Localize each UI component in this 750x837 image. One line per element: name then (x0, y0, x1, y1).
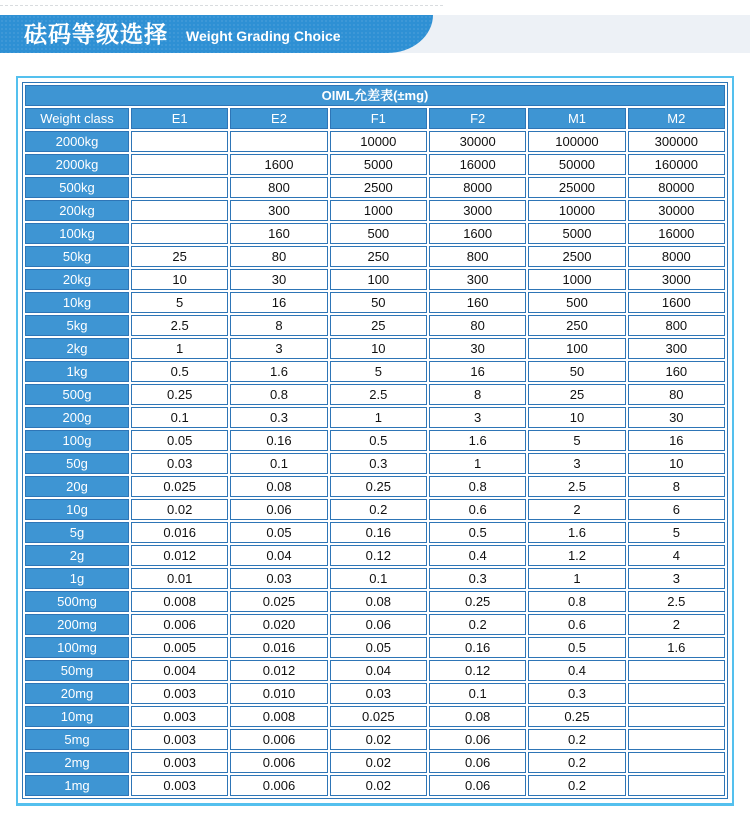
tolerance-cell: 0.06 (429, 775, 526, 796)
tolerance-cell: 250 (528, 315, 625, 336)
tolerance-cell (131, 154, 228, 175)
tolerance-cell: 80 (230, 246, 327, 267)
tolerance-cell: 10 (628, 453, 725, 474)
tolerance-cell: 160 (429, 292, 526, 313)
tolerance-cell: 300 (230, 200, 327, 221)
tolerance-cell: 2500 (528, 246, 625, 267)
tolerance-cell: 0.003 (131, 729, 228, 750)
tolerance-cell: 5 (131, 292, 228, 313)
tolerance-cell: 0.02 (330, 729, 427, 750)
tolerance-cell: 8 (230, 315, 327, 336)
tolerance-cell: 0.003 (131, 683, 228, 704)
table-row (25, 269, 725, 290)
tolerance-cell: 0.16 (429, 637, 526, 658)
table-row (25, 568, 725, 589)
tolerance-cell: 0.3 (230, 407, 327, 428)
weight-class-cell: 2000kg (25, 131, 129, 152)
tolerance-cell: 0.05 (230, 522, 327, 543)
weight-class-cell: 200g (25, 407, 129, 428)
tolerance-cell (230, 131, 327, 152)
tolerance-cell (131, 200, 228, 221)
tolerance-cell: 0.003 (131, 775, 228, 796)
tolerance-cell: 3 (528, 453, 625, 474)
tolerance-cell: 1600 (230, 154, 327, 175)
tolerance-cell (628, 706, 725, 727)
tolerance-cell: 0.25 (131, 384, 228, 405)
tolerance-cell: 0.25 (528, 706, 625, 727)
weight-class-cell: 200kg (25, 200, 129, 221)
table-row (25, 752, 725, 773)
table-row (25, 545, 725, 566)
weight-class-cell: 5mg (25, 729, 129, 750)
tolerance-cell (131, 223, 228, 244)
tolerance-cell: 1.6 (528, 522, 625, 543)
tolerance-cell: 1000 (528, 269, 625, 290)
table-row (25, 430, 725, 451)
tolerance-cell: 0.08 (330, 591, 427, 612)
table-title-row (25, 85, 725, 106)
tolerance-cell: 0.012 (131, 545, 228, 566)
tolerance-cell: 3 (628, 568, 725, 589)
weight-class-cell: 100g (25, 430, 129, 451)
table-title: OIML允差表(±mg) (25, 85, 725, 106)
tolerance-cell: 4 (628, 545, 725, 566)
tolerance-cell: 0.6 (528, 614, 625, 635)
tolerance-cell: 3000 (628, 269, 725, 290)
tolerance-cell: 30 (230, 269, 327, 290)
table-row (25, 522, 725, 543)
page-title-en: Weight Grading Choice (186, 28, 341, 44)
tolerance-cell: 0.8 (429, 476, 526, 497)
tolerance-cell: 80000 (628, 177, 725, 198)
tolerance-cell: 16000 (429, 154, 526, 175)
tolerance-cell: 0.003 (131, 752, 228, 773)
weight-class-cell: 2000kg (25, 154, 129, 175)
tolerance-cell: 0.25 (429, 591, 526, 612)
tolerance-cell: 16000 (628, 223, 725, 244)
tolerance-cell: 0.003 (131, 706, 228, 727)
tolerance-cell (628, 752, 725, 773)
page-title-zh: 砝码等级选择 (24, 21, 168, 47)
tolerance-cell: 0.25 (330, 476, 427, 497)
tolerance-cell: 300 (628, 338, 725, 359)
section-banner (0, 15, 433, 53)
tolerance-cell: 0.03 (131, 453, 228, 474)
tolerance-cell (131, 177, 228, 198)
table-row (25, 499, 725, 520)
column-header-f2: F2 (429, 108, 526, 129)
tolerance-cell: 0.6 (429, 499, 526, 520)
tolerance-cell: 3 (230, 338, 327, 359)
tolerance-cell: 0.8 (528, 591, 625, 612)
tolerance-cell: 5000 (330, 154, 427, 175)
table-row (25, 315, 725, 336)
tolerance-cell: 2.5 (131, 315, 228, 336)
tolerance-cell: 0.005 (131, 637, 228, 658)
tolerance-cell: 0.1 (330, 568, 427, 589)
table-row (25, 223, 725, 244)
weight-class-cell: 50kg (25, 246, 129, 267)
tolerance-cell (628, 660, 725, 681)
tolerance-cell: 5 (528, 430, 625, 451)
weight-class-cell: 500kg (25, 177, 129, 198)
tolerance-cell: 160 (230, 223, 327, 244)
tolerance-cell: 1600 (628, 292, 725, 313)
tolerance-cell: 2 (528, 499, 625, 520)
tolerance-cell: 0.06 (429, 752, 526, 773)
tolerance-cell: 1.6 (429, 430, 526, 451)
tolerance-cell: 160 (628, 361, 725, 382)
tolerance-cell: 0.04 (230, 545, 327, 566)
weight-class-cell: 1g (25, 568, 129, 589)
tolerance-cell: 30 (628, 407, 725, 428)
tolerance-cell: 1.6 (230, 361, 327, 382)
tolerance-cell: 50000 (528, 154, 625, 175)
table-row (25, 384, 725, 405)
tolerance-cell: 2 (628, 614, 725, 635)
tolerance-cell: 0.12 (429, 660, 526, 681)
tolerance-cell: 0.3 (429, 568, 526, 589)
tolerance-cell: 0.5 (528, 637, 625, 658)
tolerance-cell: 3000 (429, 200, 526, 221)
tolerance-cell: 0.02 (330, 775, 427, 796)
weight-class-cell: 5g (25, 522, 129, 543)
tolerance-cell: 10 (131, 269, 228, 290)
top-divider-line (0, 5, 443, 6)
tolerance-cell: 0.16 (230, 430, 327, 451)
header-strip (0, 15, 750, 53)
tolerance-cell: 1000 (330, 200, 427, 221)
tolerance-cell: 80 (429, 315, 526, 336)
tolerance-cell: 0.2 (528, 752, 625, 773)
weight-class-cell: 20mg (25, 683, 129, 704)
tolerance-cell: 0.08 (429, 706, 526, 727)
column-header-row (25, 108, 725, 129)
tolerance-cell: 0.01 (131, 568, 228, 589)
tolerance-cell: 25 (131, 246, 228, 267)
tolerance-cell: 10 (528, 407, 625, 428)
tolerance-cell: 0.004 (131, 660, 228, 681)
tolerance-cell: 0.5 (330, 430, 427, 451)
tolerance-cell: 0.06 (429, 729, 526, 750)
table-row (25, 706, 725, 727)
weight-class-cell: 50mg (25, 660, 129, 681)
tolerance-cell: 30000 (429, 131, 526, 152)
tolerance-cell: 8 (628, 476, 725, 497)
weight-class-cell: 500mg (25, 591, 129, 612)
column-header-m2: M2 (628, 108, 725, 129)
tolerance-cell: 10000 (528, 200, 625, 221)
table-row (25, 154, 725, 175)
tolerance-cell: 0.006 (230, 775, 327, 796)
table-row (25, 591, 725, 612)
tolerance-cell: 0.02 (131, 499, 228, 520)
tolerance-cell: 25000 (528, 177, 625, 198)
tolerance-cell: 0.08 (230, 476, 327, 497)
column-header-e1: E1 (131, 108, 228, 129)
tolerance-cell: 0.025 (131, 476, 228, 497)
tolerance-cell: 250 (330, 246, 427, 267)
tolerance-cell: 0.06 (330, 614, 427, 635)
tolerance-cell: 0.1 (131, 407, 228, 428)
table-row (25, 775, 725, 796)
tolerance-cell: 1 (528, 568, 625, 589)
tolerance-cell (628, 683, 725, 704)
tolerance-cell: 0.05 (330, 637, 427, 658)
tolerance-cell: 5 (628, 522, 725, 543)
table-row (25, 292, 725, 313)
tolerance-cell: 0.010 (230, 683, 327, 704)
weight-class-cell: 1mg (25, 775, 129, 796)
tolerance-cell: 0.006 (230, 752, 327, 773)
table-row (25, 246, 725, 267)
tolerance-cell: 0.5 (131, 361, 228, 382)
tolerance-cell: 0.006 (131, 614, 228, 635)
tolerance-cell: 0.020 (230, 614, 327, 635)
tolerance-cell: 1 (131, 338, 228, 359)
weight-class-cell: 2g (25, 545, 129, 566)
tolerance-cell: 300 (429, 269, 526, 290)
tolerance-cell: 0.025 (230, 591, 327, 612)
table-row (25, 614, 725, 635)
table-row (25, 453, 725, 474)
tolerance-cell: 500 (528, 292, 625, 313)
tolerance-cell: 25 (528, 384, 625, 405)
table-row (25, 200, 725, 221)
tolerance-cell: 10 (330, 338, 427, 359)
table-row (25, 177, 725, 198)
tolerance-cell: 0.5 (429, 522, 526, 543)
tolerance-cell: 0.03 (230, 568, 327, 589)
tolerance-cell: 2.5 (528, 476, 625, 497)
tolerance-cell: 0.012 (230, 660, 327, 681)
tolerance-cell: 100 (330, 269, 427, 290)
tolerance-cell: 0.4 (528, 660, 625, 681)
tolerance-cell: 0.008 (131, 591, 228, 612)
weight-class-cell: 1kg (25, 361, 129, 382)
weight-class-cell: 50g (25, 453, 129, 474)
tolerance-cell: 300000 (628, 131, 725, 152)
tolerance-cell: 100 (528, 338, 625, 359)
weight-class-cell: 2mg (25, 752, 129, 773)
tolerance-cell: 100000 (528, 131, 625, 152)
tolerance-cell: 2500 (330, 177, 427, 198)
oiml-tolerance-table (22, 82, 728, 799)
tolerance-cell: 0.05 (131, 430, 228, 451)
tolerance-cell: 50 (330, 292, 427, 313)
tolerance-cell: 16 (628, 430, 725, 451)
tolerance-cell: 1.2 (528, 545, 625, 566)
weight-class-cell: 5kg (25, 315, 129, 336)
table-row (25, 476, 725, 497)
tolerance-cell: 10000 (330, 131, 427, 152)
column-header-f1: F1 (330, 108, 427, 129)
tolerance-cell: 800 (230, 177, 327, 198)
column-header-e2: E2 (230, 108, 327, 129)
table-row (25, 729, 725, 750)
tolerance-cell: 2.5 (330, 384, 427, 405)
weight-class-cell: 100mg (25, 637, 129, 658)
tolerance-cell: 0.04 (330, 660, 427, 681)
tolerance-cell: 0.2 (528, 775, 625, 796)
table-row (25, 407, 725, 428)
tolerance-cell: 1 (429, 453, 526, 474)
tolerance-cell: 8 (429, 384, 526, 405)
tolerance-cell: 0.016 (131, 522, 228, 543)
tolerance-cell: 3 (429, 407, 526, 428)
weight-class-cell: 10g (25, 499, 129, 520)
tolerance-cell: 16 (230, 292, 327, 313)
tolerance-cell: 2.5 (628, 591, 725, 612)
tolerance-cell: 0.06 (230, 499, 327, 520)
tolerance-cell: 0.008 (230, 706, 327, 727)
tolerance-cell: 0.03 (330, 683, 427, 704)
weight-class-cell: 200mg (25, 614, 129, 635)
table-row (25, 683, 725, 704)
tolerance-cell: 16 (429, 361, 526, 382)
tolerance-cell: 0.3 (528, 683, 625, 704)
tolerance-cell: 0.2 (330, 499, 427, 520)
tolerance-cell: 0.1 (429, 683, 526, 704)
table-row (25, 637, 725, 658)
weight-class-cell: 10kg (25, 292, 129, 313)
tolerance-table-panel (16, 76, 734, 806)
weight-class-cell: 20kg (25, 269, 129, 290)
table-row (25, 338, 725, 359)
weight-class-cell: 500g (25, 384, 129, 405)
weight-class-cell: 100kg (25, 223, 129, 244)
tolerance-cell: 8000 (429, 177, 526, 198)
tolerance-cell: 5000 (528, 223, 625, 244)
column-header-weight-class: Weight class (25, 108, 129, 129)
tolerance-cell (628, 775, 725, 796)
tolerance-cell: 8000 (628, 246, 725, 267)
weight-class-cell: 10mg (25, 706, 129, 727)
tolerance-cell: 0.3 (330, 453, 427, 474)
tolerance-cell: 800 (628, 315, 725, 336)
tolerance-cell: 50 (528, 361, 625, 382)
tolerance-cell: 80 (628, 384, 725, 405)
tolerance-cell (131, 131, 228, 152)
tolerance-cell: 5 (330, 361, 427, 382)
tolerance-cell: 0.02 (330, 752, 427, 773)
tolerance-cell: 25 (330, 315, 427, 336)
tolerance-cell: 6 (628, 499, 725, 520)
tolerance-cell: 0.016 (230, 637, 327, 658)
tolerance-cell: 30 (429, 338, 526, 359)
column-header-m1: M1 (528, 108, 625, 129)
tolerance-cell: 30000 (628, 200, 725, 221)
tolerance-cell: 0.2 (528, 729, 625, 750)
weight-class-cell: 20g (25, 476, 129, 497)
tolerance-cell: 1600 (429, 223, 526, 244)
tolerance-cell: 1 (330, 407, 427, 428)
weight-class-cell: 2kg (25, 338, 129, 359)
tolerance-cell: 0.4 (429, 545, 526, 566)
tolerance-cell: 500 (330, 223, 427, 244)
tolerance-cell: 0.1 (230, 453, 327, 474)
table-row (25, 361, 725, 382)
tolerance-cell: 0.006 (230, 729, 327, 750)
table-row (25, 660, 725, 681)
tolerance-cell: 0.8 (230, 384, 327, 405)
tolerance-cell: 0.16 (330, 522, 427, 543)
table-row (25, 131, 725, 152)
tolerance-cell: 1.6 (628, 637, 725, 658)
tolerance-cell: 800 (429, 246, 526, 267)
tolerance-cell: 0.12 (330, 545, 427, 566)
tolerance-cell: 160000 (628, 154, 725, 175)
tolerance-cell: 0.2 (429, 614, 526, 635)
tolerance-cell: 0.025 (330, 706, 427, 727)
tolerance-cell (628, 729, 725, 750)
